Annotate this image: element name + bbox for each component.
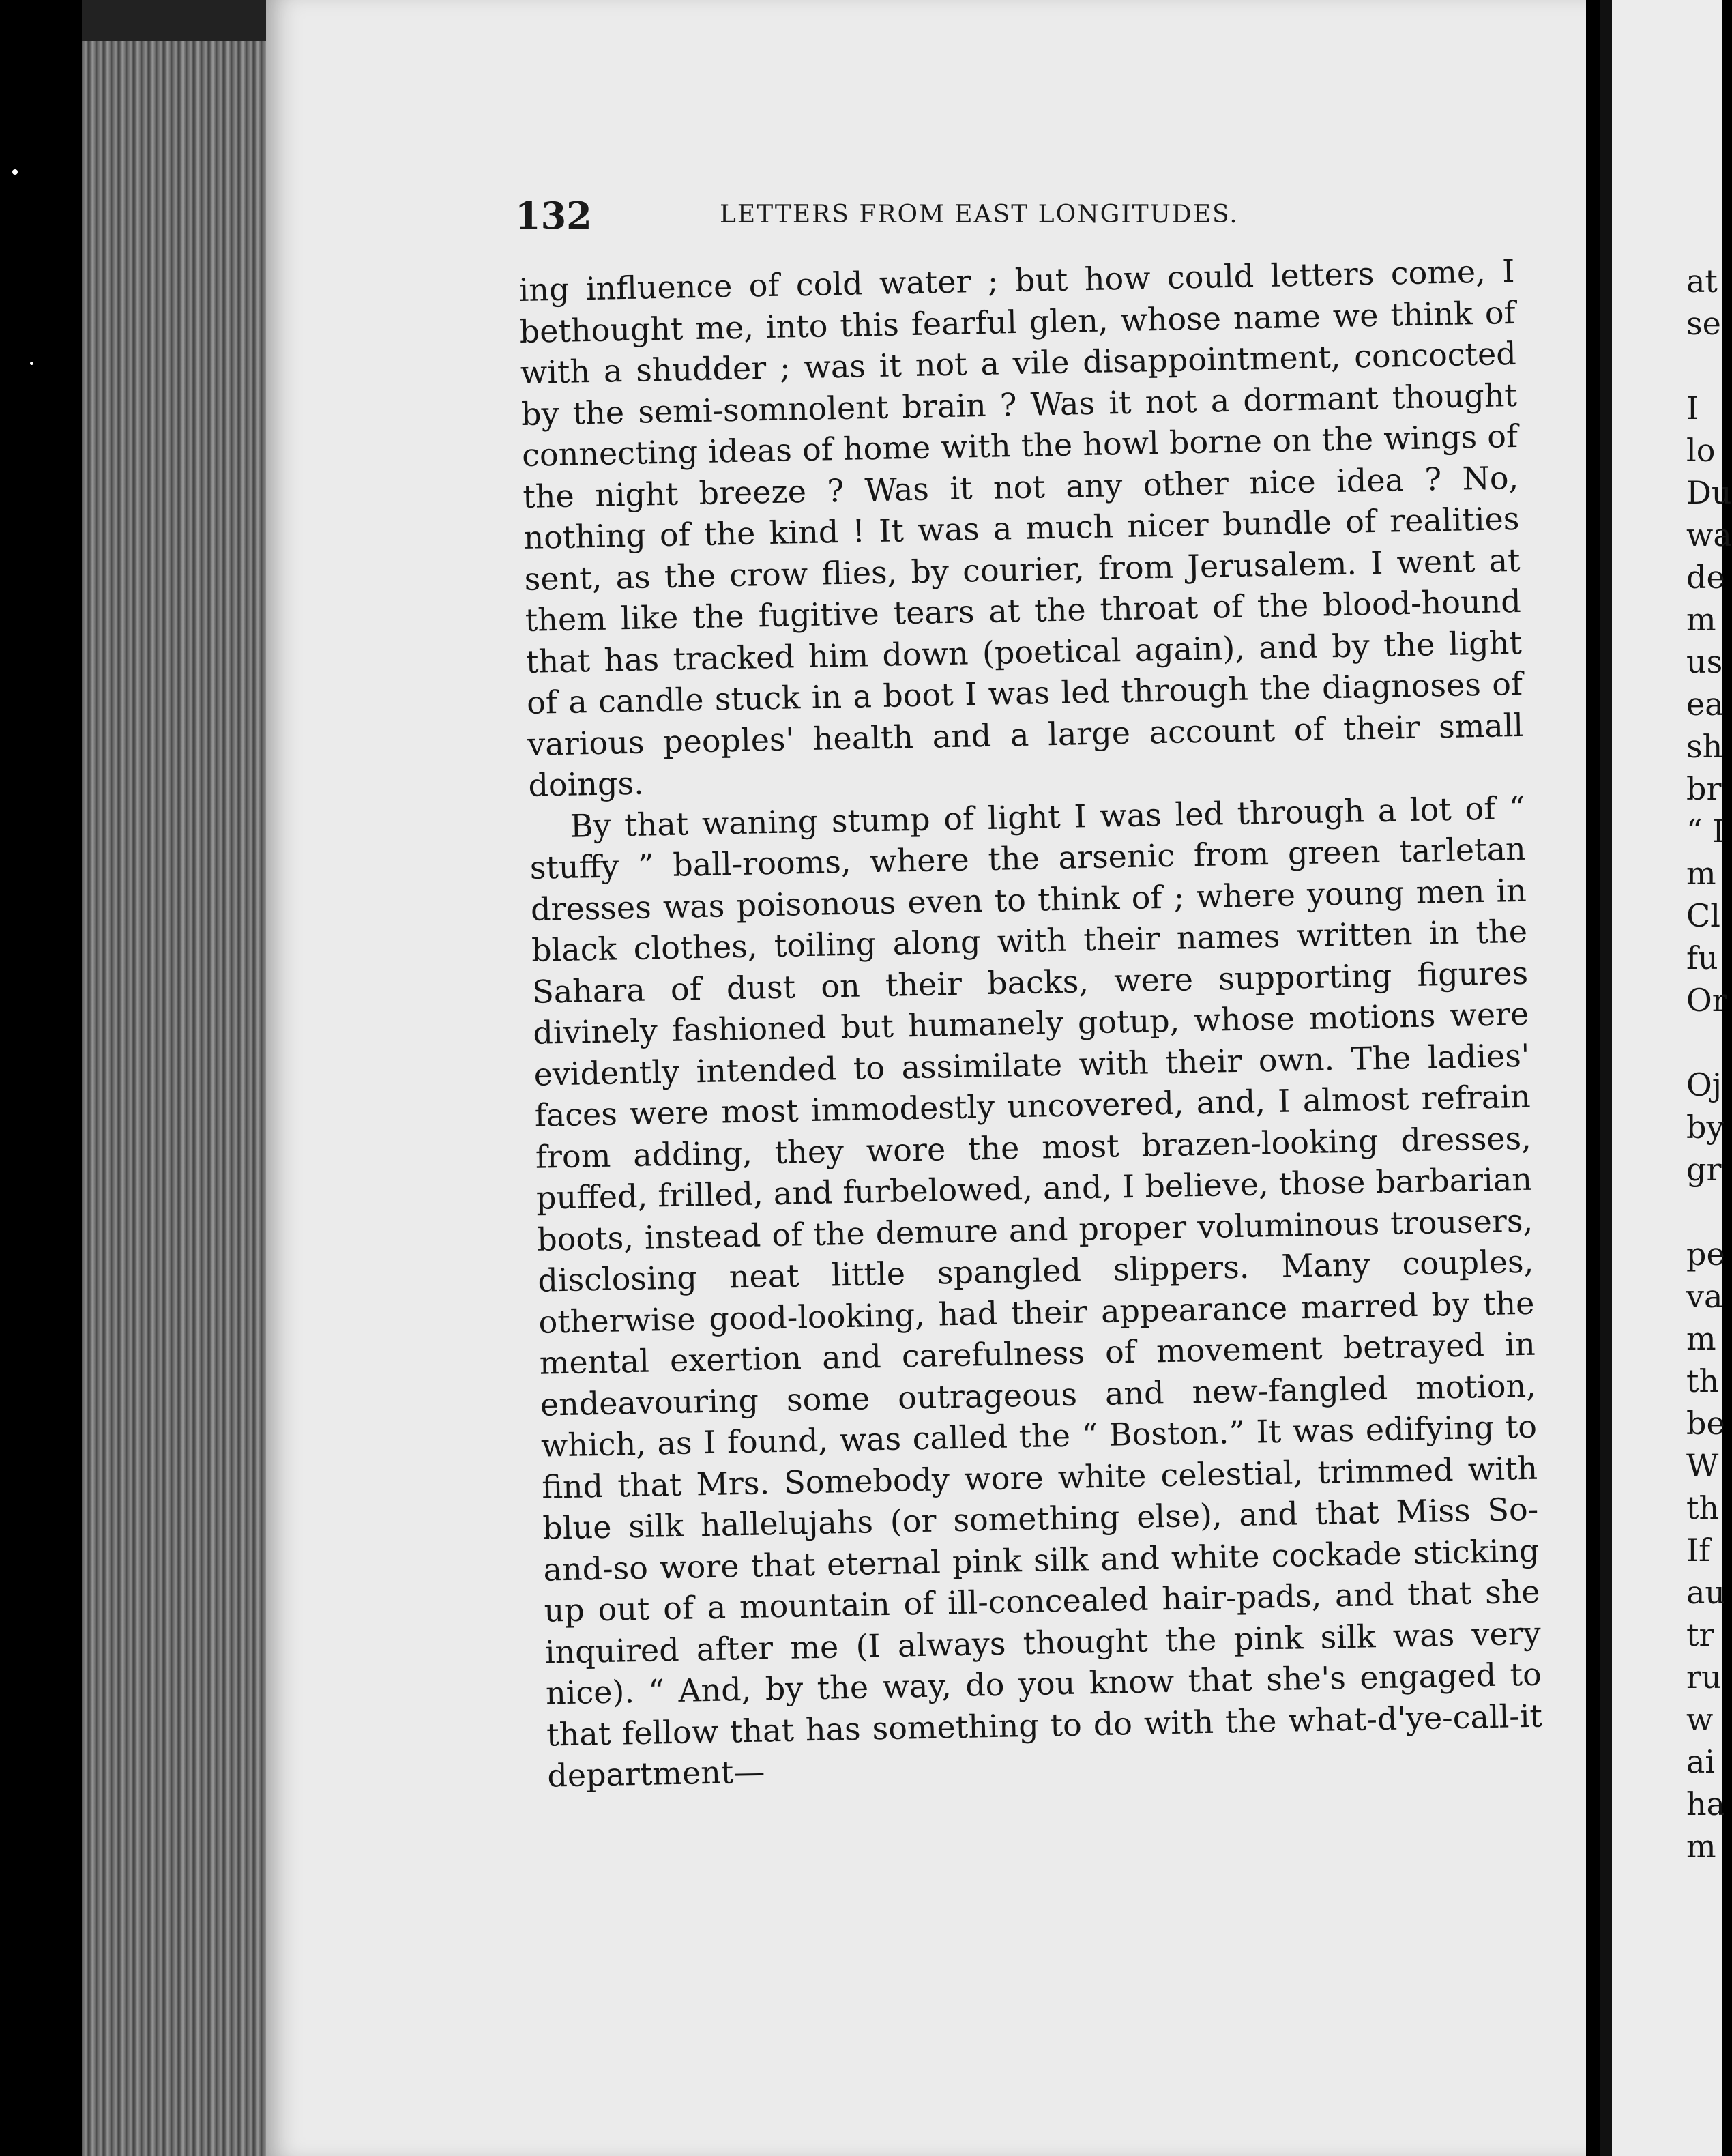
facing-page-line [1686, 1024, 1727, 1066]
facing-page-line: ha [1686, 1786, 1726, 1822]
facing-page-line: “ I [1686, 813, 1725, 849]
facing-page-line: gr [1686, 1151, 1722, 1188]
facing-page-line: Oj [1686, 1066, 1722, 1103]
facing-page-line: by [1686, 1109, 1724, 1146]
facing-page-line: ru [1686, 1659, 1722, 1695]
facing-page-line: m [1686, 1320, 1716, 1357]
facing-page-line: Or [1686, 982, 1727, 1019]
facing-page-line: au [1686, 1574, 1726, 1611]
facing-page-line: W [1686, 1447, 1719, 1484]
page-header [515, 194, 1306, 242]
page-number: 132 [515, 194, 592, 237]
facing-page-line: de [1686, 559, 1725, 596]
facing-page-line: th [1686, 1489, 1720, 1526]
facing-page-line: Du [1686, 474, 1732, 511]
facing-page-line: se [1686, 305, 1721, 342]
facing-page-line: If [1686, 1532, 1711, 1569]
facing-page-line: I [1686, 390, 1699, 426]
facing-page-line: ea [1686, 686, 1724, 723]
page-edges-shadow [82, 0, 287, 41]
dust-speck [12, 169, 18, 175]
facing-page-line: ai [1686, 1743, 1716, 1780]
facing-page-line: sh [1686, 728, 1723, 765]
facing-page-line [1686, 1193, 1727, 1236]
body-text [518, 250, 1544, 1796]
paragraph-ball-rooms: By that waning stump of light I was led through a lot of “ stuffy ” ball-rooms, where the arsenic from green tarletan dresses was poisonous even to think of ; where young men in black clothes, toiling along with their names written in the Sahara of dust on their backs, were supporting figures divinely fashioned but humanely gotup, whose motions were evidently intended to assimilate with their own. The ladies' faces were most immodestly uncovered, and, I almost refrain from adding, they wore the most brazen-looking dresses, puffed, frilled, and furbelowed, and, I believe, those barbarian boots, instead of the demure and proper voluminous trousers, disclosing neat little spangled slippers. Many couples, otherwise good-looking, had their appearance marred by the mental exertion and carefulness of movement betrayed in endeavouring some outrageous and new-fangled motion, which, as I found, was called the “ Boston.” It was edifying to find that Mrs. Somebody wore white celestial, trimmed with blue silk hallelujahs (or something else), and that Miss So-and-so wore that eternal pink silk and white cockade sticking up out of a mountain of ill-concealed hair-pads, and that she inquired after me (I always thought the pink silk was very nice). “ And, by the way, do you know that she's engaged to that fellow that has something to do with the what-d'ye-call-it department— [529, 789, 1543, 1794]
facing-page-line: Cl [1686, 897, 1720, 934]
facing-page-line: br [1686, 770, 1722, 807]
facing-page-line: fu [1686, 939, 1718, 976]
facing-page-line: tr [1686, 1616, 1714, 1653]
facing-page-line [1686, 347, 1727, 390]
facing-page-line: th [1686, 1363, 1720, 1399]
facing-page-line: va [1686, 1278, 1723, 1315]
facing-page-line: us [1686, 643, 1723, 680]
page-gutter [1600, 0, 1612, 2156]
facing-page-line: m [1686, 1828, 1716, 1865]
facing-page-line: at [1686, 263, 1718, 300]
dust-speck [30, 362, 33, 365]
facing-page-line: pe [1686, 1236, 1725, 1272]
facing-page-text [1686, 263, 1732, 1870]
paragraph-continued: ing influence of cold water ; but how could letters come, I bethought me, into this fearful glen, whose name we think of with a shudder ; was it not a vile disappointment, concocted by the semi-somnolent brain ? Was it not a dormant thought connecting ideas of home with the howl borne on the wings of the night breeze ? Was it not any other nice idea ? No, nothing of the kind ! It was a much nicer bundle of realities sent, as the crow flies, by courier, from Jerusalem. I went at them like the fugitive tears at the throat of the blood-hound that has tracked him down (poetical again), and by the light of a candle stuck in a boot I was led through the diagnoses of various peoples' health and a large account of their small doings. [518, 252, 1524, 804]
facing-page-line: m [1686, 601, 1716, 638]
facing-page-line: be [1686, 1405, 1725, 1442]
page-edges [82, 0, 287, 2156]
running-head: LETTERS FROM EAST LONGITUDES. [720, 201, 1239, 229]
facing-page-line: w [1686, 1701, 1714, 1738]
facing-page-line: lo [1686, 432, 1716, 469]
facing-page-line: wa [1686, 516, 1732, 553]
facing-page-line: m [1686, 855, 1716, 892]
